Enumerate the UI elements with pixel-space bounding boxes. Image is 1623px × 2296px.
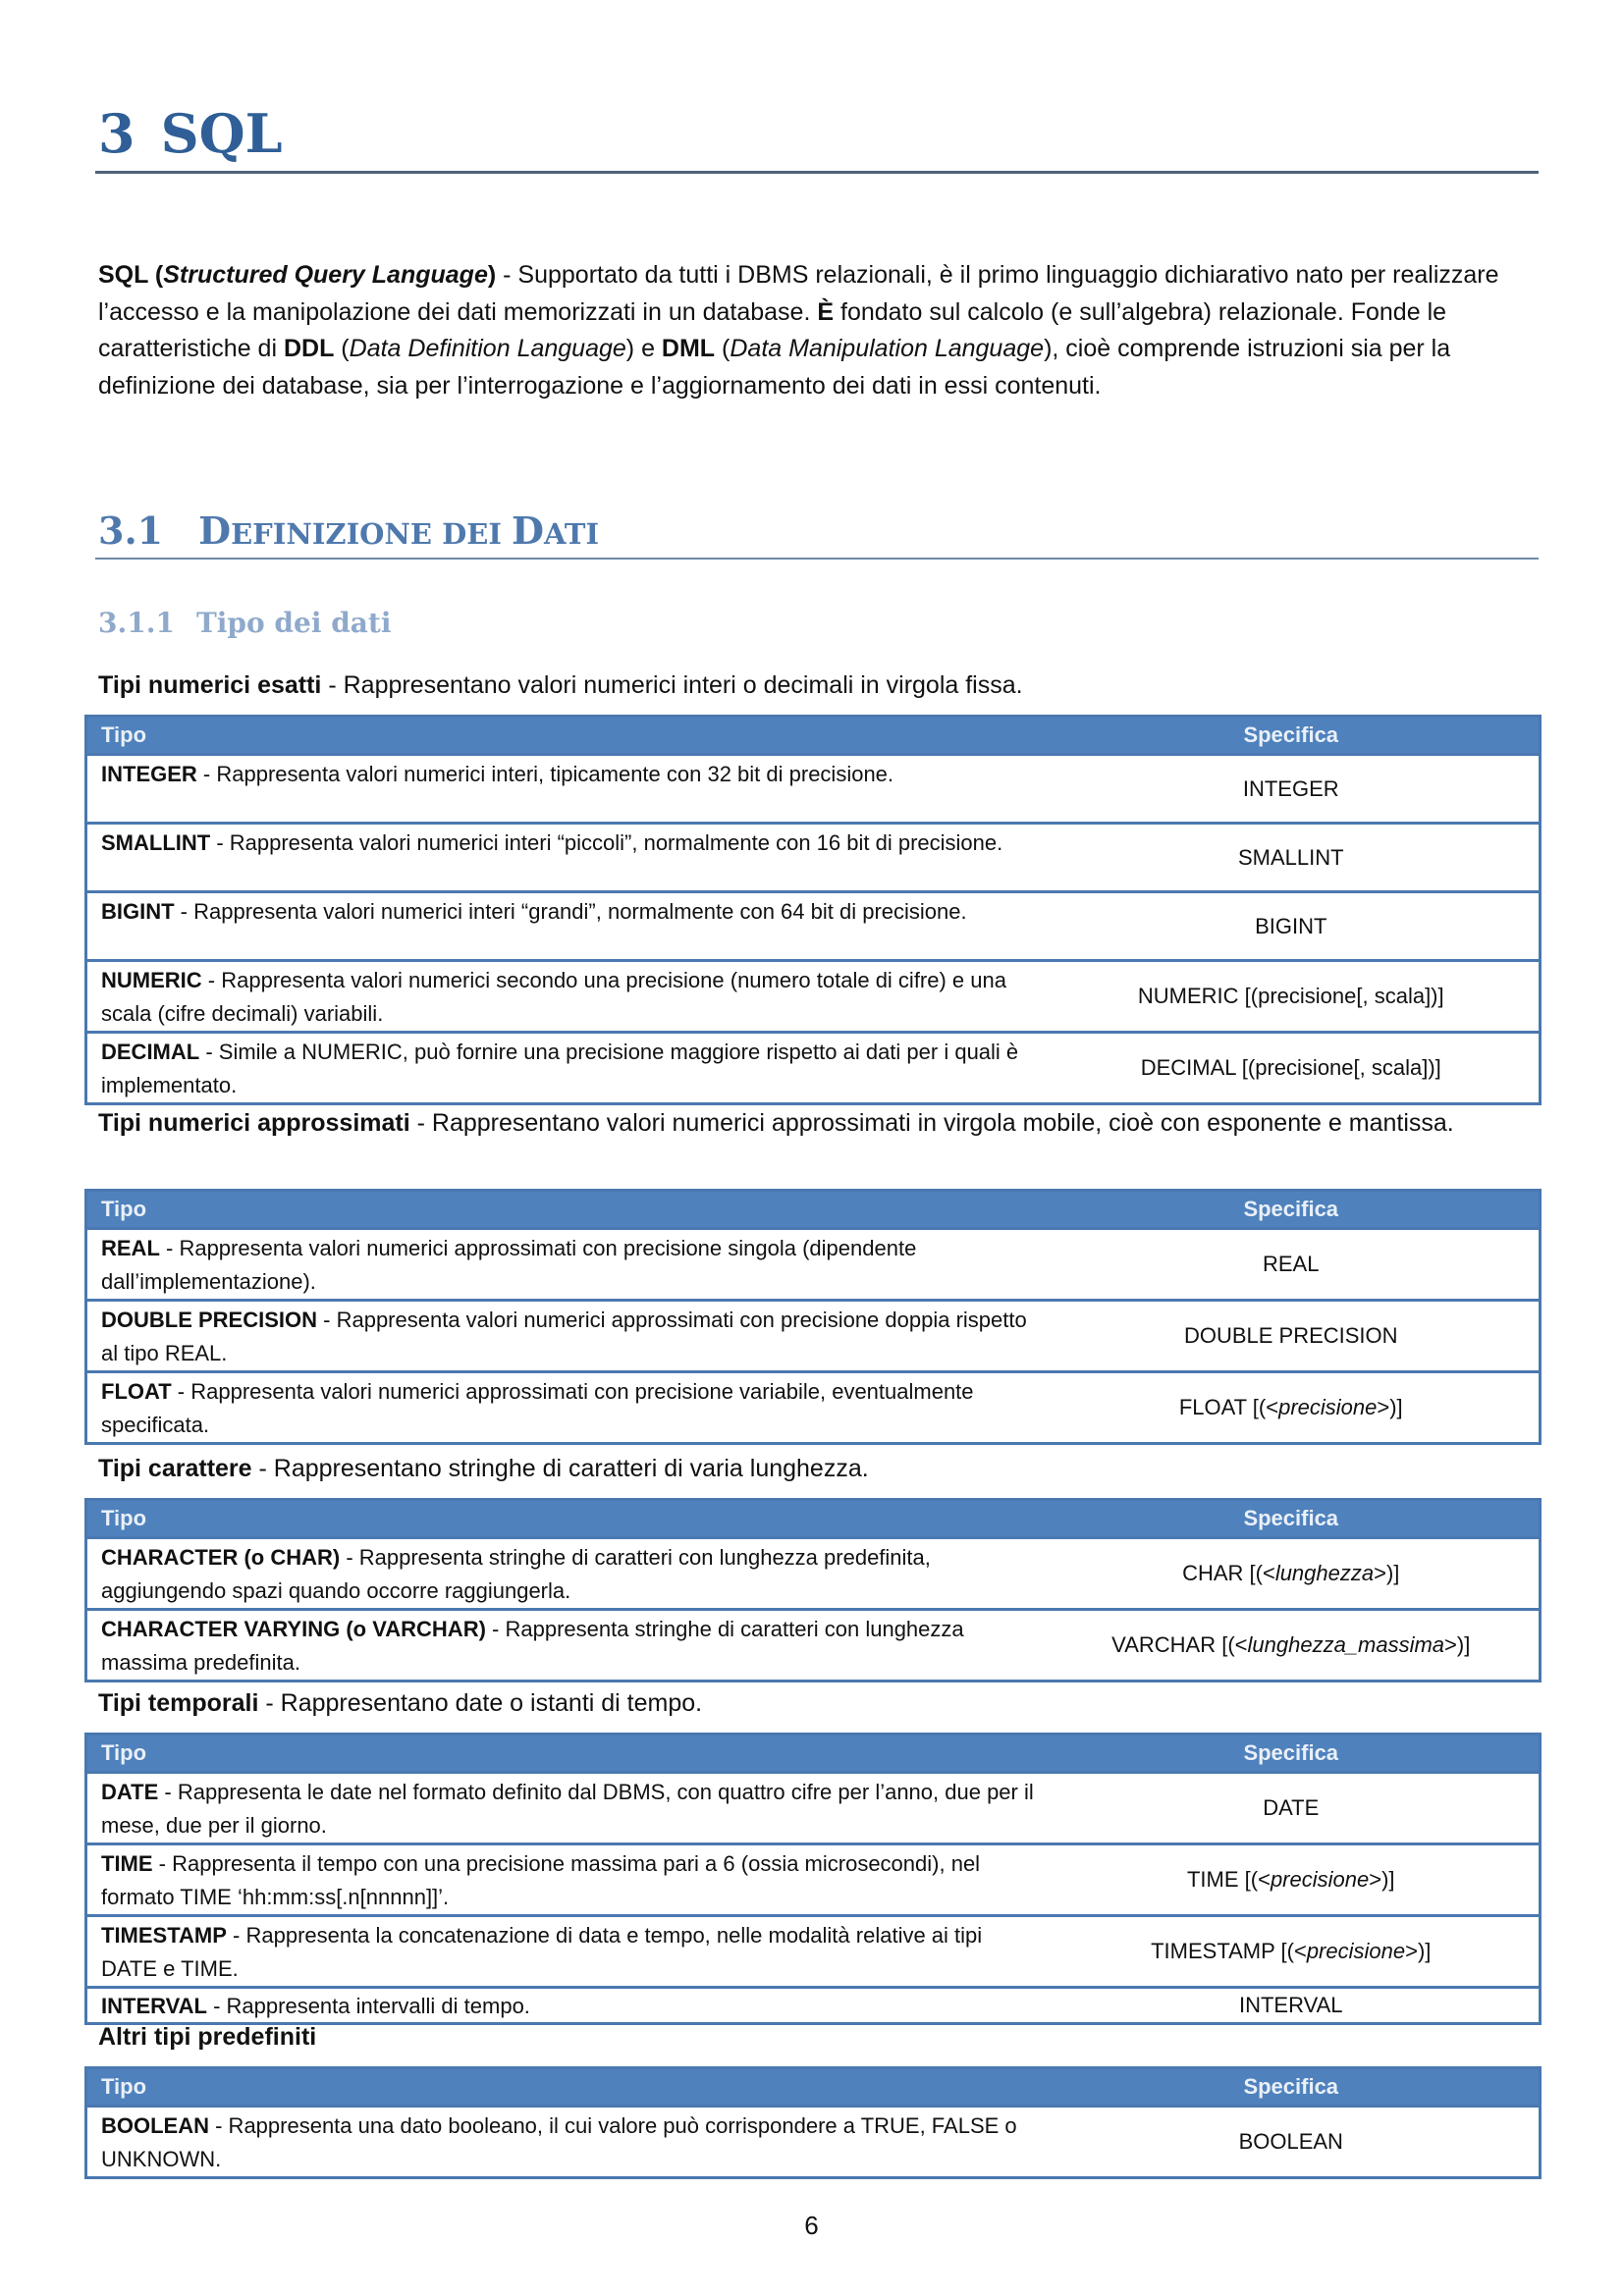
type-description-cell <box>86 1538 1044 1610</box>
type-spec: NUMERIC [(precisione[, scala])] <box>1137 984 1444 1008</box>
type-spec-end: >)] <box>1377 1395 1403 1419</box>
subsection-heading <box>98 607 392 639</box>
type-description-cell <box>86 1844 1044 1916</box>
table-header-row <box>86 2068 1541 2107</box>
column-header-type: Tipo <box>86 2068 1044 2107</box>
table-row <box>86 1372 1541 1444</box>
intro-bold-e: È <box>817 297 835 326</box>
intro-ddl-expansion: Data Definition Language <box>349 335 626 363</box>
type-description: - Rappresenta valori numerici secondo una precisione (numero totale di cifre) e una scala (cifre decimali) variabili. <box>101 968 1006 1026</box>
type-spec-cell <box>1044 892 1541 961</box>
chapter-number: 3 <box>98 102 135 165</box>
type-description-cell <box>86 1988 1044 2024</box>
table-row <box>86 961 1541 1033</box>
type-description-cell <box>86 755 1044 824</box>
chapter-heading <box>98 102 283 165</box>
type-description-cell <box>86 892 1044 961</box>
intro-dml: DML <box>661 335 716 363</box>
subsection-number: 3.1.1 <box>98 607 175 639</box>
column-header-spec: Specifica <box>1044 1735 1541 1773</box>
group-description: - Rappresentano valori numerici interi o decimali in virgola fissa. <box>321 671 1023 699</box>
type-spec: SMALLINT <box>1237 844 1344 870</box>
table-row <box>86 1538 1541 1610</box>
column-header-type: Tipo <box>86 1500 1044 1538</box>
type-description-cell <box>86 1916 1044 1988</box>
type-name: DECIMAL <box>101 1040 200 1064</box>
column-header-spec: Specifica <box>1044 1500 1541 1538</box>
type-spec-cell <box>1044 1844 1541 1916</box>
group-lead <box>98 1105 1539 1143</box>
type-name: DOUBLE PRECISION <box>101 1308 318 1332</box>
table-header-row <box>86 1500 1541 1538</box>
type-name: SMALLINT <box>101 830 211 855</box>
type-spec-argument: precisione <box>1278 1395 1378 1419</box>
type-name: DATE <box>101 1780 159 1804</box>
intro-dml-expansion: Data Manipulation Language <box>730 335 1045 363</box>
type-spec: DOUBLE PRECISION <box>1183 1323 1398 1348</box>
table-row <box>86 1988 1541 2024</box>
section-title-part: EFINIZIONE DEI <box>231 517 513 551</box>
table-row <box>86 1916 1541 1988</box>
type-spec-cell <box>1044 755 1541 824</box>
type-spec-cell <box>1044 1229 1541 1301</box>
type-spec: DECIMAL [(precisione[, scala])] <box>1140 1055 1441 1080</box>
group-title: Tipi carattere <box>98 1455 252 1482</box>
section-rule <box>95 558 1539 560</box>
intro-expansion: Structured Query Language <box>163 261 488 289</box>
group-title: Altri tipi predefiniti <box>98 2023 317 2051</box>
types-table <box>84 715 1542 1105</box>
type-name: BOOLEAN <box>101 2113 209 2138</box>
group-lead <box>98 667 1539 705</box>
group-title: Tipi numerici esatti <box>98 671 322 699</box>
section-heading <box>98 508 599 553</box>
type-spec-cell <box>1044 824 1541 892</box>
chapter-title: SQL <box>160 102 283 165</box>
table-row <box>86 1229 1541 1301</box>
group-lead <box>98 1451 1539 1488</box>
type-name: INTERVAL <box>101 1994 207 2018</box>
type-spec: VARCHAR [(< <box>1111 1632 1248 1657</box>
type-spec-argument: precisione <box>1306 1939 1406 1963</box>
type-spec: FLOAT [(< <box>1178 1395 1279 1419</box>
group-title: Tipi temporali <box>98 1689 259 1717</box>
type-spec: BIGINT <box>1255 913 1327 938</box>
type-name: NUMERIC <box>101 968 202 992</box>
type-spec-end: >)] <box>1405 1939 1432 1963</box>
type-spec-cell <box>1044 1033 1541 1104</box>
type-description-cell <box>86 824 1044 892</box>
type-spec-cell <box>1044 1372 1541 1444</box>
type-spec-cell <box>1044 1538 1541 1610</box>
type-name: REAL <box>101 1236 160 1260</box>
type-description: - Rappresenta il tempo con una precisione massima pari a 6 (ossia microsecondi), nel formato TIME ‘hh:mm:ss[.n[nnnnn]]’. <box>101 1851 981 1909</box>
column-header-spec: Specifica <box>1044 2068 1541 2107</box>
section-title-initial: D <box>198 508 232 553</box>
type-name: CHARACTER (o CHAR) <box>101 1545 341 1570</box>
type-name: BIGINT <box>101 899 175 924</box>
table-row <box>86 1033 1541 1104</box>
type-spec-argument: lunghezza <box>1274 1561 1375 1585</box>
type-spec: REAL <box>1263 1252 1320 1276</box>
table-row <box>86 1301 1541 1372</box>
group-lead <box>98 2019 1539 2056</box>
type-description: - Rappresenta valori numerici approssimati con precisione variabile, eventualmente specificata. <box>101 1379 974 1437</box>
type-description-cell <box>86 1033 1044 1104</box>
section-title-part: ATI <box>543 517 600 551</box>
type-description: - Rappresenta stringhe di caratteri con lunghezza predefinita, aggiungendo spazi quando occorre raggiungerla. <box>101 1545 931 1603</box>
types-table <box>84 1189 1542 1445</box>
type-spec: TIME [(< <box>1186 1867 1271 1892</box>
section-number: 3.1 <box>98 508 164 553</box>
table-row <box>86 892 1541 961</box>
type-spec: CHAR [(< <box>1182 1561 1275 1585</box>
type-name: TIME <box>101 1851 153 1876</box>
type-description-cell <box>86 1610 1044 1682</box>
type-spec: DATE <box>1263 1795 1320 1820</box>
type-spec-cell <box>1044 1988 1541 2024</box>
intro-term: SQL <box>98 261 148 289</box>
type-description: - Rappresenta valori numerici interi “grandi”, normalmente con 64 bit di precisione. <box>174 899 967 924</box>
group-description: - Rappresentano date o istanti di tempo. <box>258 1689 703 1717</box>
intro-text-1: - Supportato da tutti i DBMS relazionali, è il primo linguaggio dichiarativo nato per realizzare l’accesso e la manipolazione dei dati memorizzati in un database. <box>98 261 1499 326</box>
intro-paragraph: SQL (Structured Query Language) - Supportato da tutti i DBMS relazionali, è il primo linguaggio dichiarativo nato per realizzare l’accesso e la manipolazione dei dati memorizzati in un database. È fondato sul calcolo (e sull’algebra) relazionale. Fonde le caratteristiche di DDL (Data Definition Language) e DML (Data Manipulation Language), cioè comprende istruzioni sia per la definizione dei database, sia per l’interrogazione e l’aggiornamento dei dati in essi contenuti. <box>98 261 1499 400</box>
group-description: - Rappresentano valori numerici approssimati in virgola mobile, cioè con esponente e mantissa. <box>409 1109 1454 1137</box>
chapter-rule <box>95 171 1539 174</box>
type-spec-cell <box>1044 1773 1541 1844</box>
column-header-type: Tipo <box>86 1735 1044 1773</box>
type-name: FLOAT <box>101 1379 172 1404</box>
types-table <box>84 1498 1542 1682</box>
type-description-cell <box>86 2107 1044 2178</box>
type-spec: INTERVAL <box>1238 1993 1343 2017</box>
group-lead <box>98 1685 1539 1723</box>
intro-ddl: DDL <box>283 335 335 363</box>
type-name: TIMESTAMP <box>101 1923 227 1948</box>
table-header-row <box>86 1191 1541 1229</box>
type-description: - Rappresenta valori numerici interi “piccoli”, normalmente con 16 bit di precisione. <box>210 830 1003 855</box>
type-description: - Rappresenta una dato booleano, il cui valore può corrispondere a TRUE, FALSE o UNKNOWN. <box>101 2113 1017 2171</box>
intro-text-4: ), cioè comprende istruzioni sia per la definizione dei database, sia per l’interrogazione e l’aggiornamento dei dati in essi contenuti. <box>98 335 1451 400</box>
type-description: - Rappresenta stringhe di caratteri con lunghezza massima predefinita. <box>101 1617 964 1675</box>
table-row <box>86 1610 1541 1682</box>
type-description-cell <box>86 1229 1044 1301</box>
table-header-row <box>86 1735 1541 1773</box>
type-spec-cell <box>1044 2107 1541 2178</box>
group-description: - Rappresentano stringhe di caratteri di varia lunghezza. <box>251 1455 869 1482</box>
type-description: - Simile a NUMERIC, può fornire una precisione maggiore rispetto ai dati per i quali è implementato. <box>101 1040 1019 1097</box>
section-title-initial: D <box>512 508 544 553</box>
type-name: INTEGER <box>101 762 197 786</box>
type-description: - Rappresenta intervalli di tempo. <box>206 1994 530 2018</box>
type-description-cell <box>86 961 1044 1033</box>
type-spec-end: >)] <box>1374 1561 1400 1585</box>
type-spec-cell <box>1044 1916 1541 1988</box>
column-header-spec: Specifica <box>1044 1191 1541 1229</box>
table-row <box>86 1844 1541 1916</box>
group-title: Tipi numerici approssimati <box>98 1109 410 1137</box>
types-table <box>84 2066 1542 2179</box>
type-spec-end: >)] <box>1369 1867 1395 1892</box>
intro-text-3: e <box>634 335 662 363</box>
table-row <box>86 824 1541 892</box>
type-description-cell <box>86 1773 1044 1844</box>
type-description-cell <box>86 1372 1044 1444</box>
type-spec-cell <box>1044 1301 1541 1372</box>
types-table <box>84 1733 1542 2025</box>
type-spec: BOOLEAN <box>1238 2129 1343 2154</box>
type-spec: TIMESTAMP [(< <box>1151 1939 1307 1963</box>
table-row <box>86 2107 1541 2178</box>
type-spec-cell <box>1044 961 1541 1033</box>
column-header-type: Tipo <box>86 1191 1044 1229</box>
intro-text-2: fondato sul calcolo (e sull’algebra) relazionale. Fonde le caratteristiche di <box>98 297 1447 363</box>
type-description-cell <box>86 1301 1044 1372</box>
table-header-row <box>86 717 1541 755</box>
type-spec-argument: lunghezza_massima <box>1247 1632 1445 1657</box>
type-description: - Rappresenta le date nel formato definito dal DBMS, con quattro cifre per l’anno, due per il mese, due per il giorno. <box>101 1780 1034 1838</box>
type-description: - Rappresenta la concatenazione di data e tempo, nelle modalità relative ai tipi DATE e TIME. <box>101 1923 983 1981</box>
type-spec: INTEGER <box>1242 775 1339 801</box>
subsection-title: Tipo dei dati <box>195 607 392 639</box>
type-spec-cell <box>1044 1610 1541 1682</box>
page-number: 6 <box>804 2211 819 2240</box>
type-description: - Rappresenta valori numerici approssimati con precisione singola (dipendente dall’implementazione). <box>101 1236 917 1294</box>
type-name: CHARACTER VARYING (o VARCHAR) <box>101 1617 486 1641</box>
column-header-spec: Specifica <box>1044 717 1541 755</box>
table-row <box>86 755 1541 824</box>
type-spec-end: >)] <box>1444 1632 1471 1657</box>
type-description: - Rappresenta valori numerici approssimati con precisione doppia rispetto al tipo REAL. <box>101 1308 1027 1365</box>
type-spec-argument: precisione <box>1270 1867 1370 1892</box>
column-header-type: Tipo <box>86 717 1044 755</box>
table-row <box>86 1773 1541 1844</box>
type-description: - Rappresenta valori numerici interi, tipicamente con 32 bit di precisione. <box>196 762 894 786</box>
